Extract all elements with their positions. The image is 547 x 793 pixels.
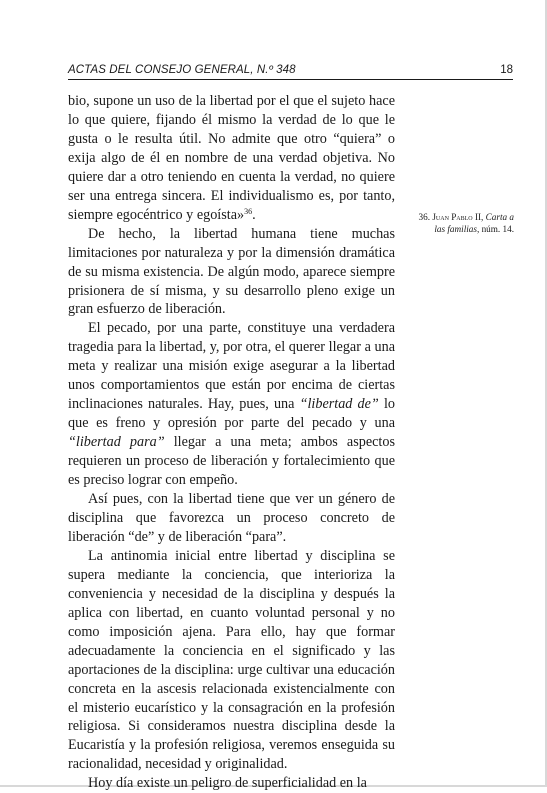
footnote-title: Carta a las familias, bbox=[434, 212, 514, 234]
paragraph-3-text-c: llegar a una meta; ambos aspectos requieren un proceso de liberación y fortalecimiento que es preciso lograr con empeño. bbox=[68, 434, 395, 489]
footnote-author: Juan Pablo II, bbox=[432, 212, 484, 222]
paragraph-3-text-b: lo que es freno y opresión por parte del pecado y una bbox=[68, 396, 395, 432]
paragraph-2: De hecho, la libertad humana tiene muchas limitaciones por naturaleza y por la dimensión dramática de su misma existencia. De algún modo, aparece siempre prisionera de sí misma, y su desarrollo pleno exige un gran esfuerzo de liberación. bbox=[68, 225, 395, 318]
footnote-number: 36. bbox=[418, 212, 431, 222]
page-number: 18 bbox=[500, 64, 513, 76]
paragraph-4: Así pues, con la libertad tiene que ver un género de disciplina que favorezca un proceso concreto de liberación “de” y de liberación “para”. bbox=[68, 491, 395, 545]
footnote-ref: núm. 14. bbox=[481, 224, 514, 234]
libertad-para-phrase: “libertad para” bbox=[68, 434, 165, 451]
paragraph-1 bbox=[68, 92, 395, 225]
paragraph-3-text-a: El pecado, por una parte, constituye una verdadera tragedia para la libertad, y, por otra, el querer llegar a una meta y realizar una misión exige asegurar a la libertad unos comportamientos que están por encima de ciertas inclinaciones naturales. Hay, pues, una bbox=[68, 320, 395, 413]
paragraph-1-text: bio, supone un uso de la libertad por el que el sujeto hace lo que quiere, fijando él mismo la verdad de lo que le gusta o le resulta útil. No admite que otro “quiera” o exija algo de él en nombre de una verdad objetiva. No quiere dar a otro teniendo en cuenta la verdad, no quiere ser una entrega sincera. El individualismo es, por tanto, siempre egocéntrico y egoísta» bbox=[68, 93, 395, 223]
main-text bbox=[68, 92, 395, 793]
paragraph-5: La antinomia inicial entre libertad y disciplina se supera mediante la conciencia, que interioriza la conveniencia y necesidad de la disciplina y después la aplica con libertad, en cuanto voluntad personal y no como imposición ajena. Para ello, hay que formar adecuadamente la conciencia en el significado y las aportaciones de la disciplina: urge cultivar una educación concreta en la ascesis relacionada existencialmente con el misterio eucarístico y la consagración en la profesión religiosa. Si consideramos nuestra disciplina desde la Eucaristía y la profesión religiosa, veremos enseguida su racionalidad, necesidad y originalidad. bbox=[68, 547, 395, 773]
running-header bbox=[68, 63, 513, 80]
paragraph-1-end: . bbox=[252, 206, 256, 223]
footnote-reference: 36 bbox=[244, 206, 253, 216]
footnote-36 bbox=[412, 211, 514, 235]
paragraph-6: Hoy día existe un peligro de superficialidad en la bbox=[88, 775, 367, 792]
running-title: ACTAS DEL CONSEJO GENERAL, N.º 348 bbox=[68, 64, 296, 76]
paragraph-3 bbox=[68, 319, 395, 490]
libertad-de-phrase: “libertad de” bbox=[299, 396, 379, 413]
